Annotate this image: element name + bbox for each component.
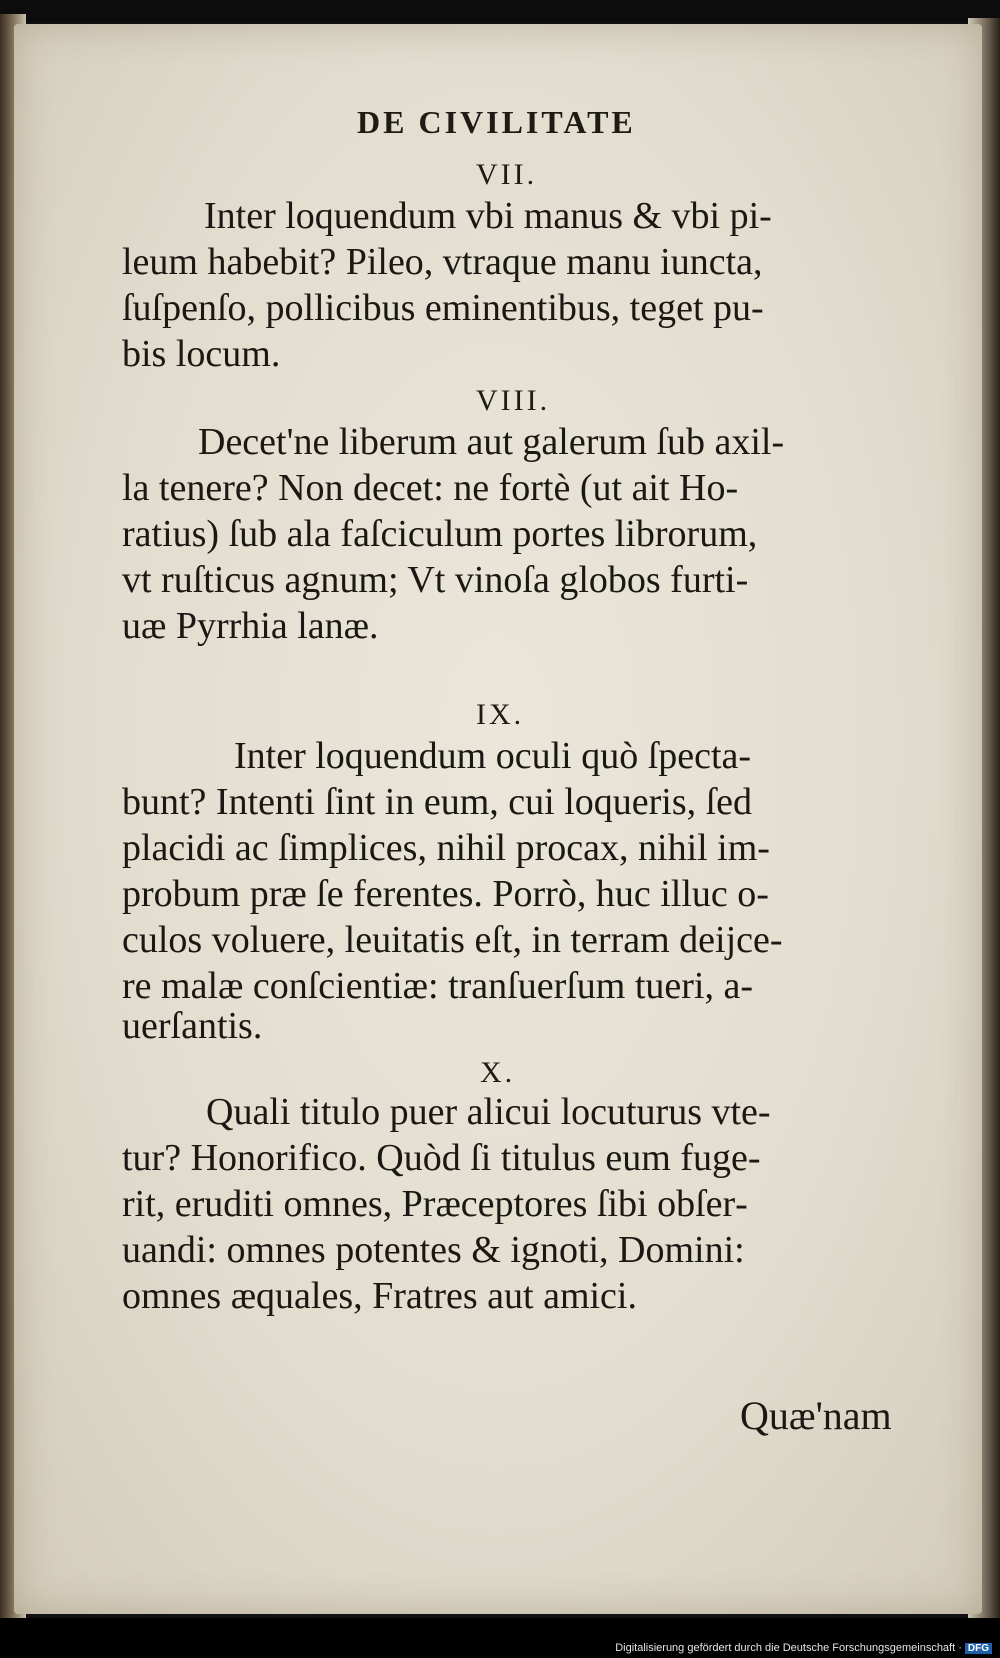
text-line: culos voluere, leuitatis eſt, in terram deijce‐ — [122, 919, 783, 961]
footer-band — [0, 1618, 1000, 1658]
text-line: bunt? Intenti ſint in eum, cui loqueris, ſed — [122, 781, 753, 823]
text-line: uandi: omnes potentes & ignoti, Domini: — [122, 1229, 745, 1271]
text-line: uæ Pyrrhia lanæ. — [122, 605, 379, 647]
text-line: tur? Honorifico. Quòd ſi titulus eum fuge‐ — [122, 1137, 761, 1179]
running-head: DE CIVILITATE — [357, 104, 636, 140]
text-line: Inter loquendum vbi manus & vbi pi‐ — [204, 195, 772, 237]
dfg-logo: DFG — [965, 1643, 992, 1654]
catchword: Quæ'nam — [740, 1393, 892, 1438]
text-line: la tenere? Non decet: ne fortè (ut ait Ho‐ — [122, 467, 739, 509]
funding-credit — [615, 1642, 992, 1654]
text-line: ratius) ſub ala faſciculum portes librorum, — [122, 513, 758, 555]
section-number-ix: IX. — [476, 698, 525, 731]
funding-credit-text: Digitalisierung gefördert durch die Deutsche Forschungsgemeinschaft · — [615, 1642, 962, 1654]
text-line: Inter loquendum oculi quò ſpecta‐ — [234, 735, 752, 777]
section-number-viii: VIII. — [476, 384, 551, 417]
text-line: bis locum. — [122, 333, 281, 375]
text-line: Quali titulo puer alicui locuturus vte‐ — [206, 1091, 771, 1133]
text-line: leum habebit? Pileo, vtraque manu iuncta, — [122, 241, 763, 283]
text-line: uerſantis. — [122, 1005, 263, 1047]
text-line: vt ruſticus agnum; Vt vinoſa globos furti‐ — [122, 559, 749, 601]
text-line: re malæ conſcientiæ: tranſuerſum tueri, a‐ — [122, 965, 754, 1007]
text-line: ſuſpenſo, pollicibus eminentibus, teget pu‐ — [122, 287, 764, 329]
text-line: probum præ ſe ferentes. Porrò, huc illuc o‐ — [122, 873, 769, 915]
text-line: rit, eruditi omnes, Præceptores ſibi obſer‐ — [122, 1183, 748, 1225]
section-number-vii: VII. — [476, 158, 538, 191]
text-line: Decet'ne liberum aut galerum ſub axil‐ — [198, 421, 785, 463]
text-line: placidi ac ſimplices, nihil procax, nihil im‐ — [122, 827, 770, 869]
scan-background-top — [0, 0, 1000, 22]
section-number-x: X. — [480, 1056, 516, 1089]
text-line: omnes æquales, Fratres aut amici. — [122, 1275, 637, 1317]
